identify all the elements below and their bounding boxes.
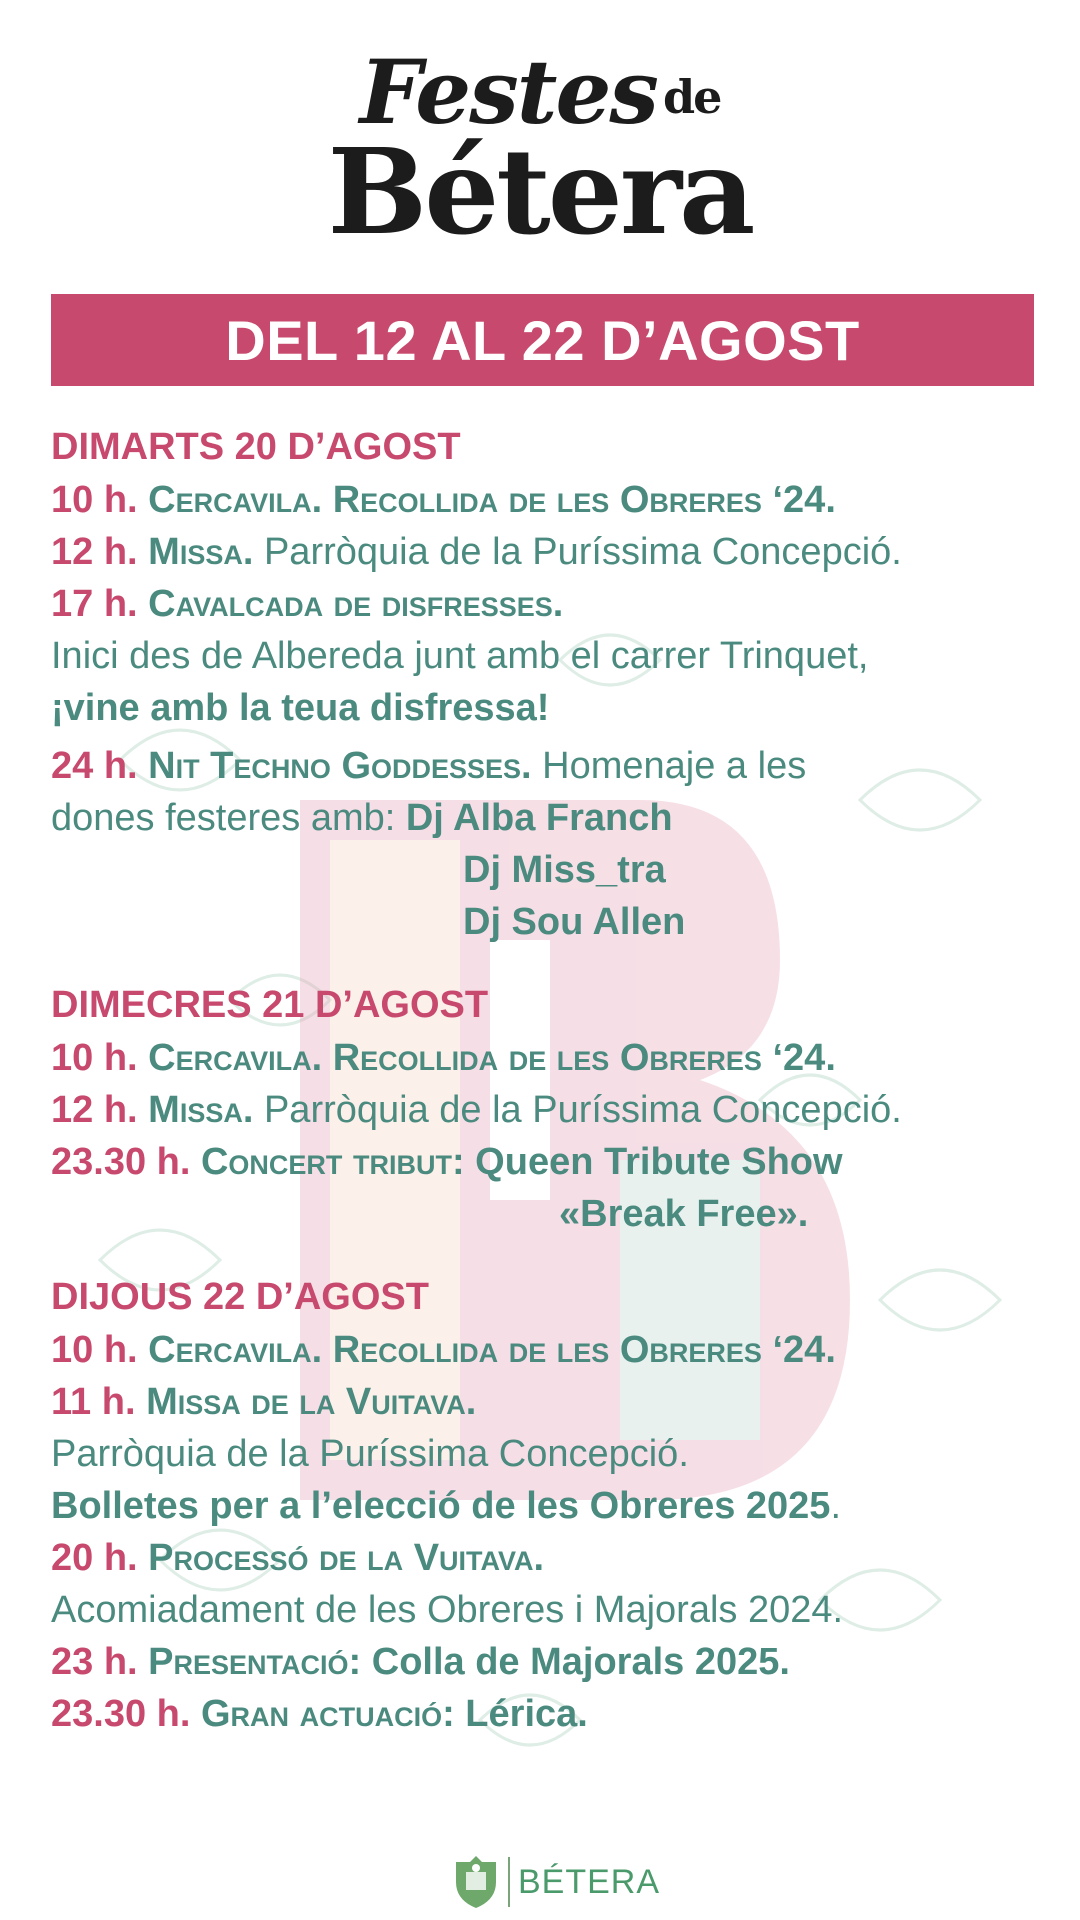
list-item: 10 h. Cercavila. Recollida de les Obreres ‘24. xyxy=(51,1037,836,1079)
list-item: 23 h. Presentació: Colla de Majorals 2025. xyxy=(51,1641,790,1683)
footer-divider xyxy=(508,1857,510,1907)
town-crest-icon xyxy=(452,1854,500,1910)
poster-title xyxy=(0,40,1080,261)
list-item: 10 h. Cercavila. Recollida de les Obreres ‘24. xyxy=(51,1329,836,1371)
list-item: Bolletes per a l’elecció de les Obreres 2025. xyxy=(51,1485,841,1527)
day-heading: DIMECRES 21 D’AGOST xyxy=(51,984,489,1026)
list-item: 12 h. Missa. Parròquia de la Puríssima Concepció. xyxy=(51,531,902,573)
list-item: 24 h. Nit Techno Goddesses. Homenaje a les xyxy=(51,745,807,787)
list-item: 11 h. Missa de la Vuitava. xyxy=(51,1381,477,1423)
title-betera: Bétera xyxy=(327,122,753,261)
list-item: 23.30 h. Concert tribut: Queen Tribute Show xyxy=(51,1141,843,1183)
list-item: Dj Sou Allen xyxy=(463,901,686,943)
list-item: Dj Miss_tra xyxy=(463,849,666,891)
title-festes: Festes xyxy=(359,40,657,144)
list-item: Inici des de Albereda junt amb el carrer Trinquet, xyxy=(51,635,869,677)
date-range-banner: DEL 12 AL 22 D’AGOST xyxy=(51,294,1034,386)
list-item: Parròquia de la Puríssima Concepció. xyxy=(51,1433,689,1475)
program-schedule xyxy=(51,420,1041,1740)
list-item: 17 h. Cavalcada de disfresses. xyxy=(51,583,564,625)
list-item: 12 h. Missa. Parròquia de la Puríssima Concepció. xyxy=(51,1089,902,1131)
title-de: de xyxy=(662,70,721,124)
list-item: «Break Free». xyxy=(559,1193,809,1235)
footer-logo xyxy=(452,1852,660,1912)
day-heading: DIMARTS 20 D’AGOST xyxy=(51,426,461,468)
list-item: 10 h. Cercavila. Recollida de les Obreres ‘24. xyxy=(51,479,836,521)
footer-town-name: BÉTERA xyxy=(518,1862,661,1901)
list-item: 23.30 h. Gran actuació: Lérica. xyxy=(51,1693,588,1735)
day-heading: DIJOUS 22 D’AGOST xyxy=(51,1276,429,1318)
list-item: ¡vine amb la teua disfressa! xyxy=(51,687,550,729)
list-item: 20 h. Processó de la Vuitava. xyxy=(51,1537,545,1579)
list-item: Acomiadament de les Obreres i Majorals 2024. xyxy=(51,1589,844,1631)
list-item: dones festeres amb: Dj Alba Franch xyxy=(51,797,673,839)
